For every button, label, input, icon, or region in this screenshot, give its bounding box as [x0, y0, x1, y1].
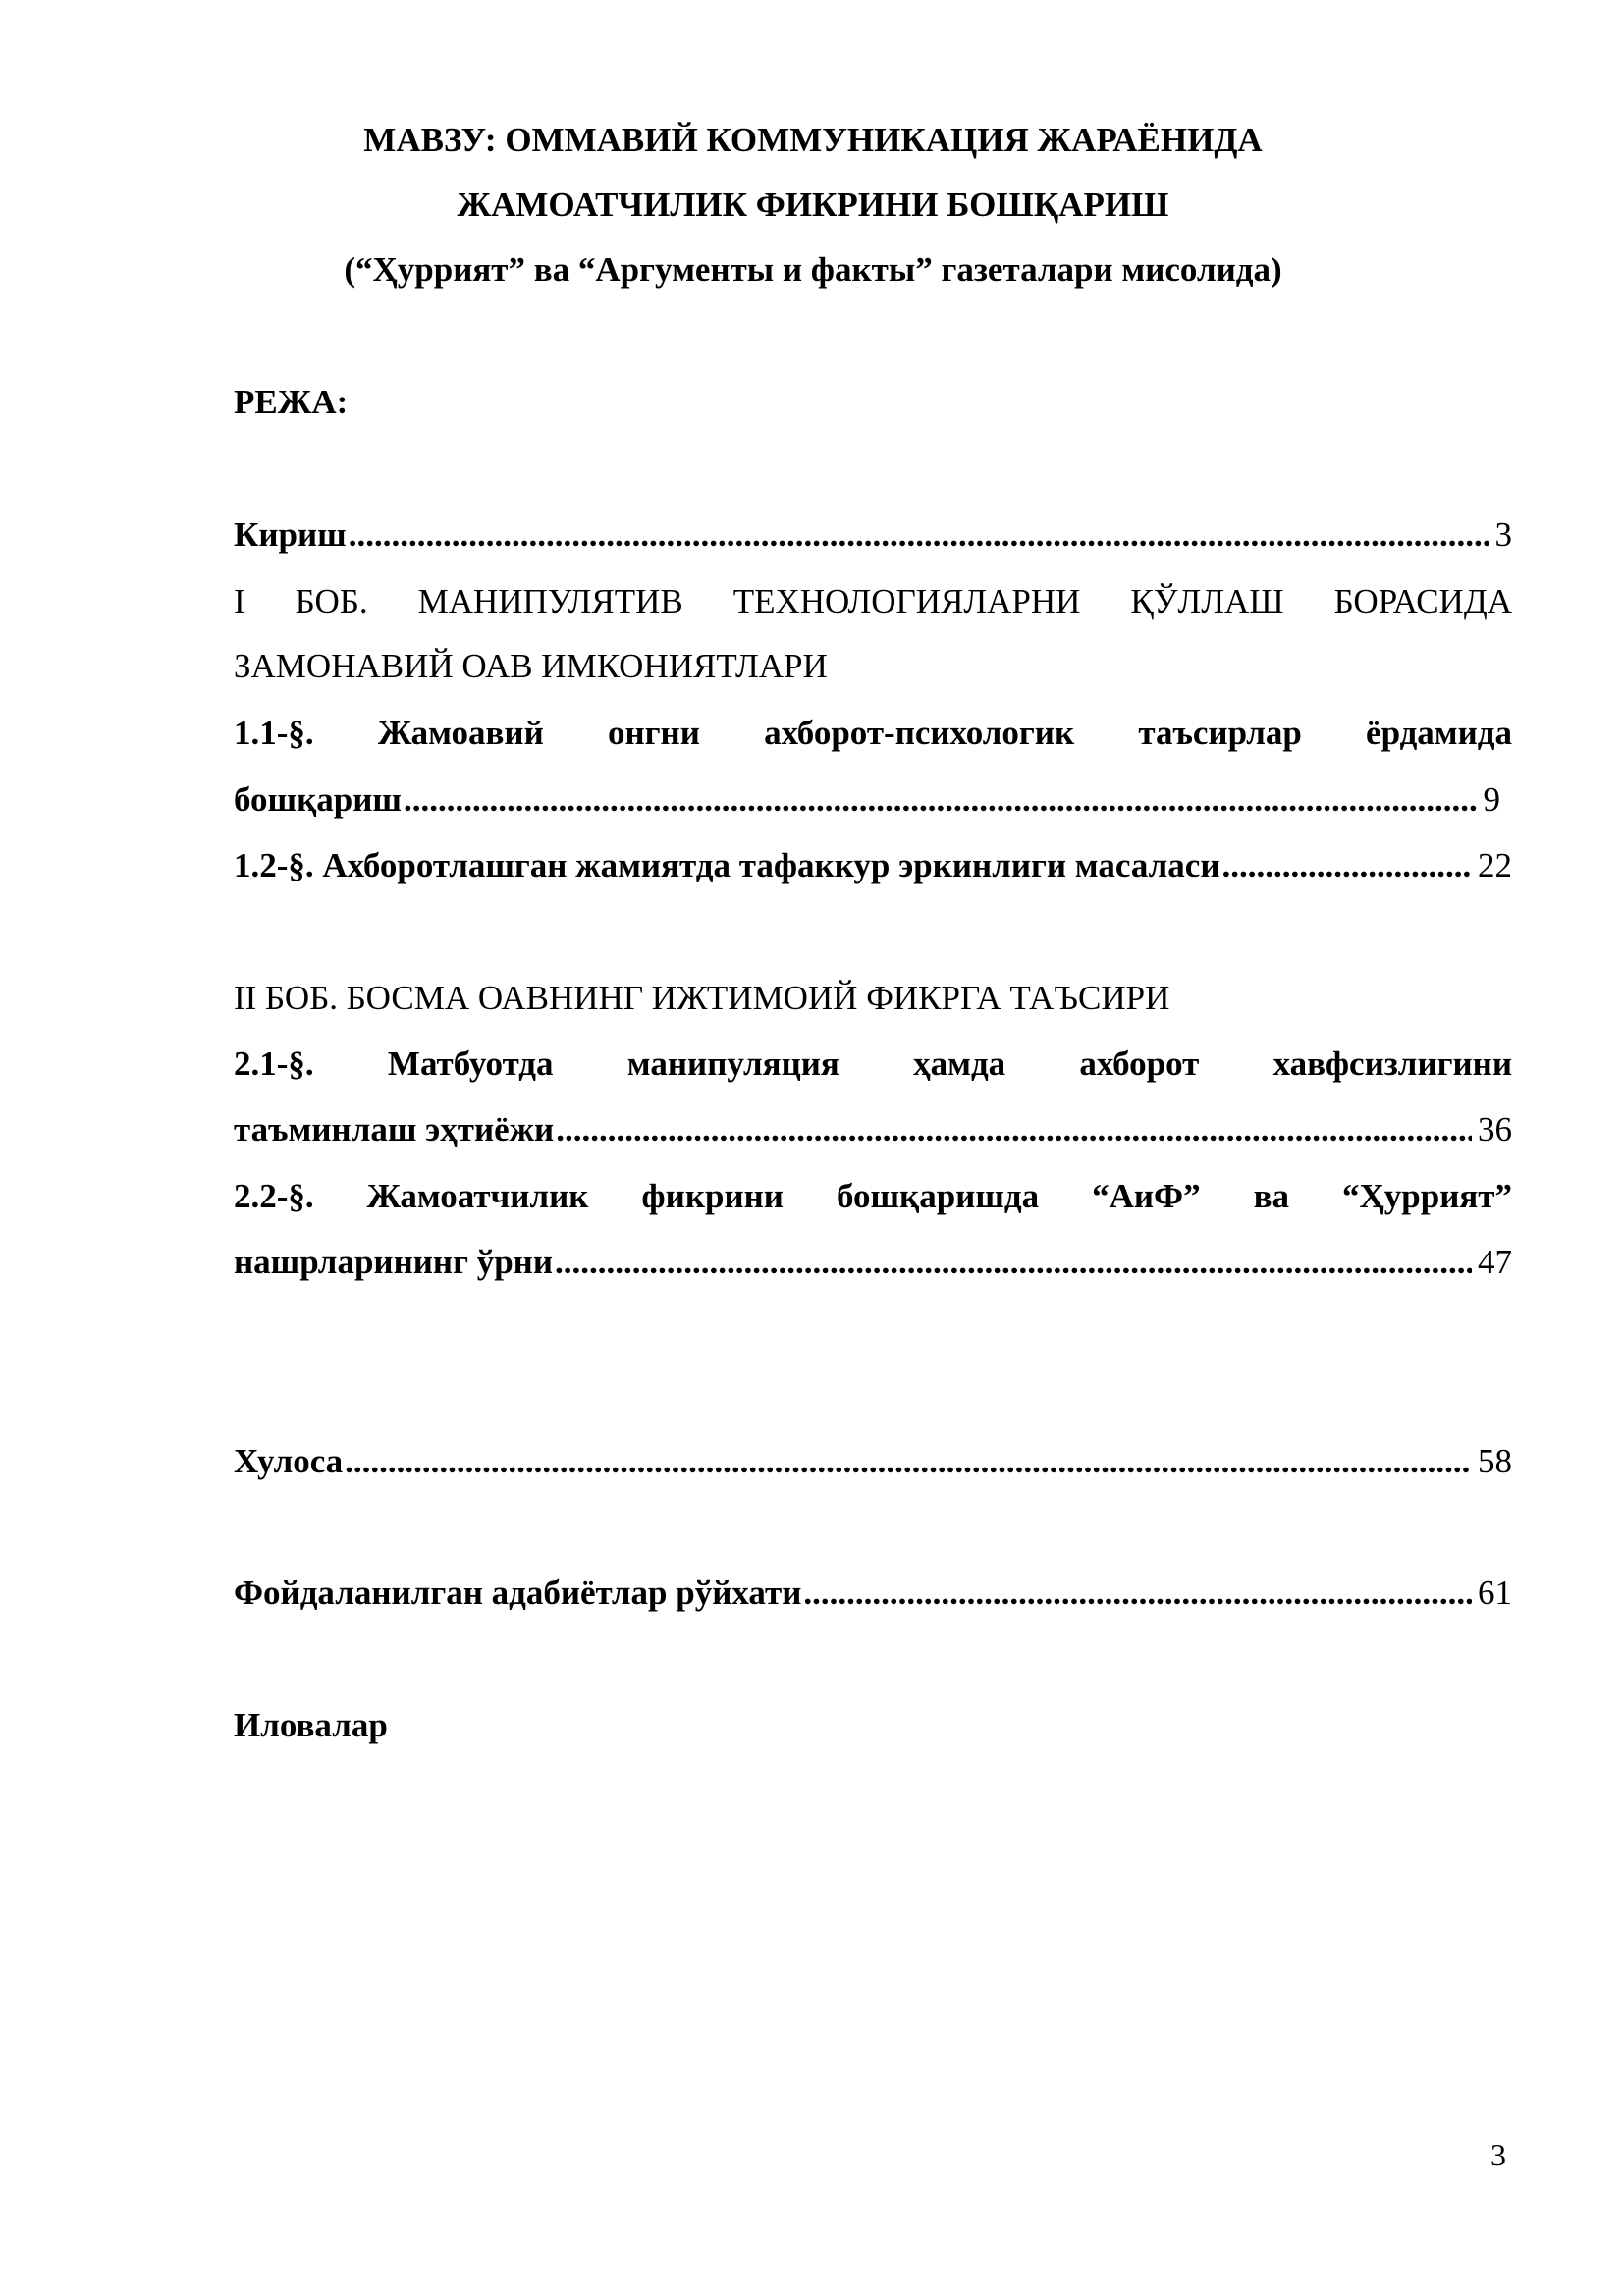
toc-entry-label: Фойдаланилган адабиётлар рўйхати — [234, 1574, 802, 1612]
toc-entry-label: 1.2-§. Ахборотлашган жамиятда тафаккур эркинлиги масаласи — [234, 846, 1220, 884]
toc-page-number: 61 — [1478, 1574, 1512, 1612]
toc-entry-label: нашрларининг ўрни — [234, 1243, 554, 1281]
toc-entry-label: Хулоса — [234, 1442, 344, 1480]
title-subtitle: (“Ҳуррият” ва “Аргументы и факты” газеталари мисолида) — [344, 250, 1282, 289]
toc-leader-dots — [349, 510, 1489, 560]
toc-page-number: 9 — [1483, 780, 1500, 819]
toc-entry-intro — [234, 510, 1512, 560]
title-line-2: ЖАМОАТЧИЛИК ФИКРИНИ БОШҚАРИШ — [457, 186, 1169, 224]
toc-leader-dots — [404, 775, 1478, 825]
toc-page-number: 3 — [1494, 515, 1512, 554]
toc-section-2-2 — [234, 1238, 1512, 1287]
toc-entry-appendices: Иловалар — [234, 1706, 388, 1744]
page-number: 3 — [1490, 2137, 1506, 2172]
toc-leader-dots — [803, 1569, 1472, 1618]
toc-section-1-1-line-1: 1.1-§. Жамоавий онгни ахборот-психологик таъсирлар ёрдамида — [234, 714, 1512, 752]
toc-section-1-2 — [234, 841, 1512, 890]
toc-leader-dots — [1222, 841, 1472, 890]
title-line-1: МАВЗУ: ОММАВИЙ КОММУНИКАЦИЯ ЖАРАЁНИДА — [363, 121, 1263, 159]
toc-page-number: 58 — [1478, 1442, 1512, 1480]
toc-chapter-2: II БОБ. БОСМА ОАВНИНГ ИЖТИМОИЙ ФИКРГА ТАЪСИРИ — [234, 979, 1170, 1017]
toc-entry-label: бошқариш — [234, 780, 402, 819]
toc-entry-references — [234, 1569, 1512, 1618]
toc-entry-conclusion — [234, 1437, 1512, 1486]
toc-leader-dots — [345, 1437, 1472, 1486]
toc-leader-dots — [556, 1105, 1472, 1154]
toc-section-2-1-line-1: 2.1-§. Матбуотда манипуляция ҳамда ахборот хавфсизлигини — [234, 1044, 1512, 1083]
toc-section-2-2-line-1: 2.2-§. Жамоатчилик фикрини бошқаришда “АиФ” ва “Ҳуррият” — [234, 1177, 1512, 1215]
toc-section-1-1 — [234, 775, 1500, 825]
toc-page-number: 36 — [1478, 1110, 1512, 1148]
toc-chapter-1-line-1: I БОБ. МАНИПУЛЯТИВ ТЕХНОЛОГИЯЛАРНИ ҚЎЛЛАШ БОРАСИДА — [234, 582, 1512, 620]
toc-entry-label: таъминлаш эҳтиёжи — [234, 1110, 555, 1148]
toc-page-number: 22 — [1478, 846, 1512, 884]
toc-leader-dots — [555, 1238, 1472, 1287]
toc-page-number: 47 — [1478, 1243, 1512, 1281]
toc-chapter-1-line-2: ЗАМОНАВИЙ ОАВ ИМКОНИЯТЛАРИ — [234, 647, 828, 685]
toc-section-2-1 — [234, 1105, 1512, 1154]
document-title — [234, 108, 1392, 302]
toc-entry-label: Кириш — [234, 515, 347, 554]
plan-heading: РЕЖА: — [234, 383, 349, 421]
